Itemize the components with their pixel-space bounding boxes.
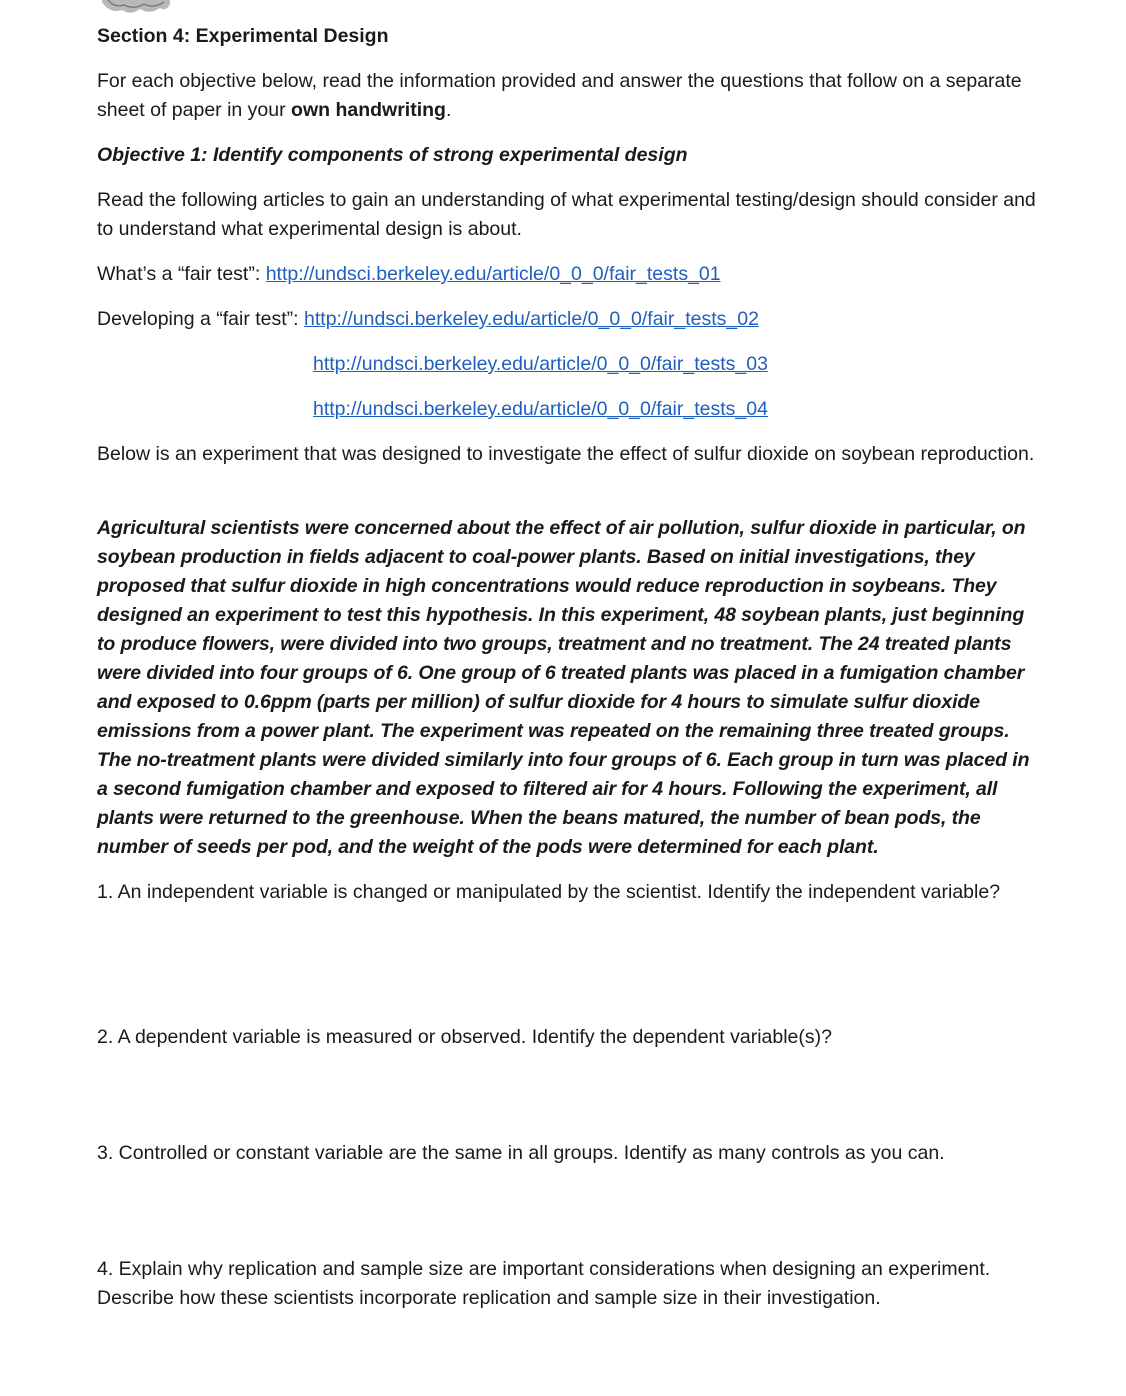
- read-instruction: Read the following articles to gain an understanding of what experimental testing/design should consider and to understand what experimental design is about.: [97, 189, 1036, 240]
- fair-tests-02-link[interactable]: http://undsci.berkeley.edu/article/0_0_0/fair_tests_02: [304, 308, 759, 330]
- objective-title: Objective 1: Identify components of strong experimental design: [97, 144, 688, 166]
- question-3: 3. Controlled or constant variable are the same in all groups. Identify as many controls as you can.: [97, 1142, 945, 1164]
- question-4: 4. Explain why replication and sample size are important considerations when designing an experiment. Describe how these scientists incorporate replication and sample size in their investigation.: [97, 1258, 991, 1309]
- link-label: What’s a “fair test”:: [97, 263, 266, 285]
- link-row-2: [97, 305, 1037, 334]
- question-1: 1. An independent variable is changed or manipulated by the scientist. Identify the independent variable?: [97, 881, 1001, 903]
- fair-tests-04-link[interactable]: http://undsci.berkeley.edu/article/0_0_0/fair_tests_04: [313, 398, 768, 420]
- section-title: Section 4: Experimental Design: [97, 25, 389, 47]
- fair-tests-01-link[interactable]: http://undsci.berkeley.edu/article/0_0_0/fair_tests_01: [265, 263, 721, 285]
- link-label: Developing a “fair test”:: [97, 308, 305, 330]
- intro-text: For each objective below, read the information provided and answer the questions that follow on a separate sheet of paper in your: [97, 70, 1022, 121]
- question-2: 2. A dependent variable is measured or observed. Identify the dependent variable(s)?: [97, 1026, 832, 1048]
- link-row-1: [97, 260, 1037, 289]
- experiment-passage: Agricultural scientists were concerned about the effect of air pollution, sulfur dioxide in particular, on soybean production in fields adjacent to coal-power plants. Based on initial investigations, they proposed that sulfur dioxide in high concentrations would reduce reproduction in soybeans. They designed an experiment to test this hypothesis. In this experiment, 48 soybean plants, just beginning to produce flowers, were divided into two groups, treatment and no treatment. The 24 treated plants were divided into four groups of 6. One group of 6 treated plants was placed in a fumigation chamber and exposed to 0.6ppm (parts per million) of sulfur dioxide for 4 hours to simulate sulfur dioxide emissions from a power plant. The experiment was repeated on the remaining three treated groups. The no-treatment plants were divided similarly into four groups of 6. Each group in turn was placed in a second fumigation chamber and exposed to filtered air for 4 hours. Following the experiment, all plants were returned to the greenhouse. When the beans matured, the number of bean pods, the number of seeds per pod, and the weight of the pods were determined for each plant.: [97, 517, 1030, 858]
- experiment-intro: Below is an experiment that was designed to investigate the effect of sulfur dioxide on soybean reproduction.: [97, 443, 1035, 465]
- intro-paragraph: [97, 67, 1037, 125]
- intro-bold-text: own handwriting: [291, 99, 446, 121]
- fair-tests-03-link[interactable]: http://undsci.berkeley.edu/article/0_0_0/fair_tests_03: [313, 353, 768, 375]
- intro-text-end: .: [445, 99, 452, 121]
- header-logo-image: [100, 0, 172, 16]
